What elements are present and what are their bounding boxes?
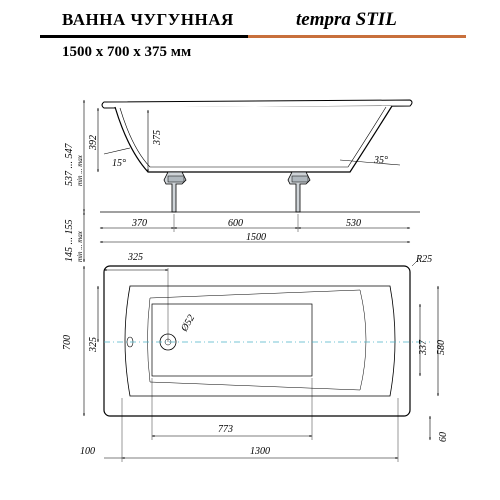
rim-left-label: 100 xyxy=(80,446,95,457)
leg-right xyxy=(288,172,310,212)
edge-offset-label: 325 xyxy=(128,252,143,263)
leg-left xyxy=(164,172,186,212)
inner-width-bottom-label: 337 xyxy=(418,340,429,355)
corner-radius-label: R25 xyxy=(416,254,433,265)
width-label: 700 xyxy=(62,335,73,350)
height-total-label: 537 ... 547 xyxy=(64,143,75,186)
height-inner-label: 392 xyxy=(88,135,99,150)
brand-name: tempra STIL xyxy=(296,9,397,30)
side-view xyxy=(64,100,420,262)
rim-bottom-label: 60 xyxy=(438,432,449,442)
length-label: 1500 xyxy=(246,232,266,243)
bottom-length-label: 773 xyxy=(218,424,233,435)
height-total-suffix: min ... max xyxy=(76,155,84,186)
depth-label: 375 xyxy=(152,130,163,145)
leg-height-label: 145 ... 155 xyxy=(64,219,75,262)
offset-right-label: 530 xyxy=(346,218,361,229)
inner-width-label: 580 xyxy=(436,340,447,355)
leg-spacing-label: 600 xyxy=(228,218,243,229)
overall-dimensions: 1500 x 700 x 375 мм xyxy=(62,44,192,60)
product-name: ВАННА ЧУГУННАЯ xyxy=(62,10,234,29)
top-view xyxy=(62,252,449,462)
offset-left-label: 370 xyxy=(132,218,147,229)
angle-right-label: 35° xyxy=(374,155,388,166)
leg-height-suffix: min ... max xyxy=(76,231,84,262)
inner-length-label: 1300 xyxy=(250,446,270,457)
angle-left-label: 15° xyxy=(112,158,126,169)
drain-offset-label: 325 xyxy=(88,337,99,352)
drain-diameter-label: Ø52 xyxy=(179,313,198,334)
